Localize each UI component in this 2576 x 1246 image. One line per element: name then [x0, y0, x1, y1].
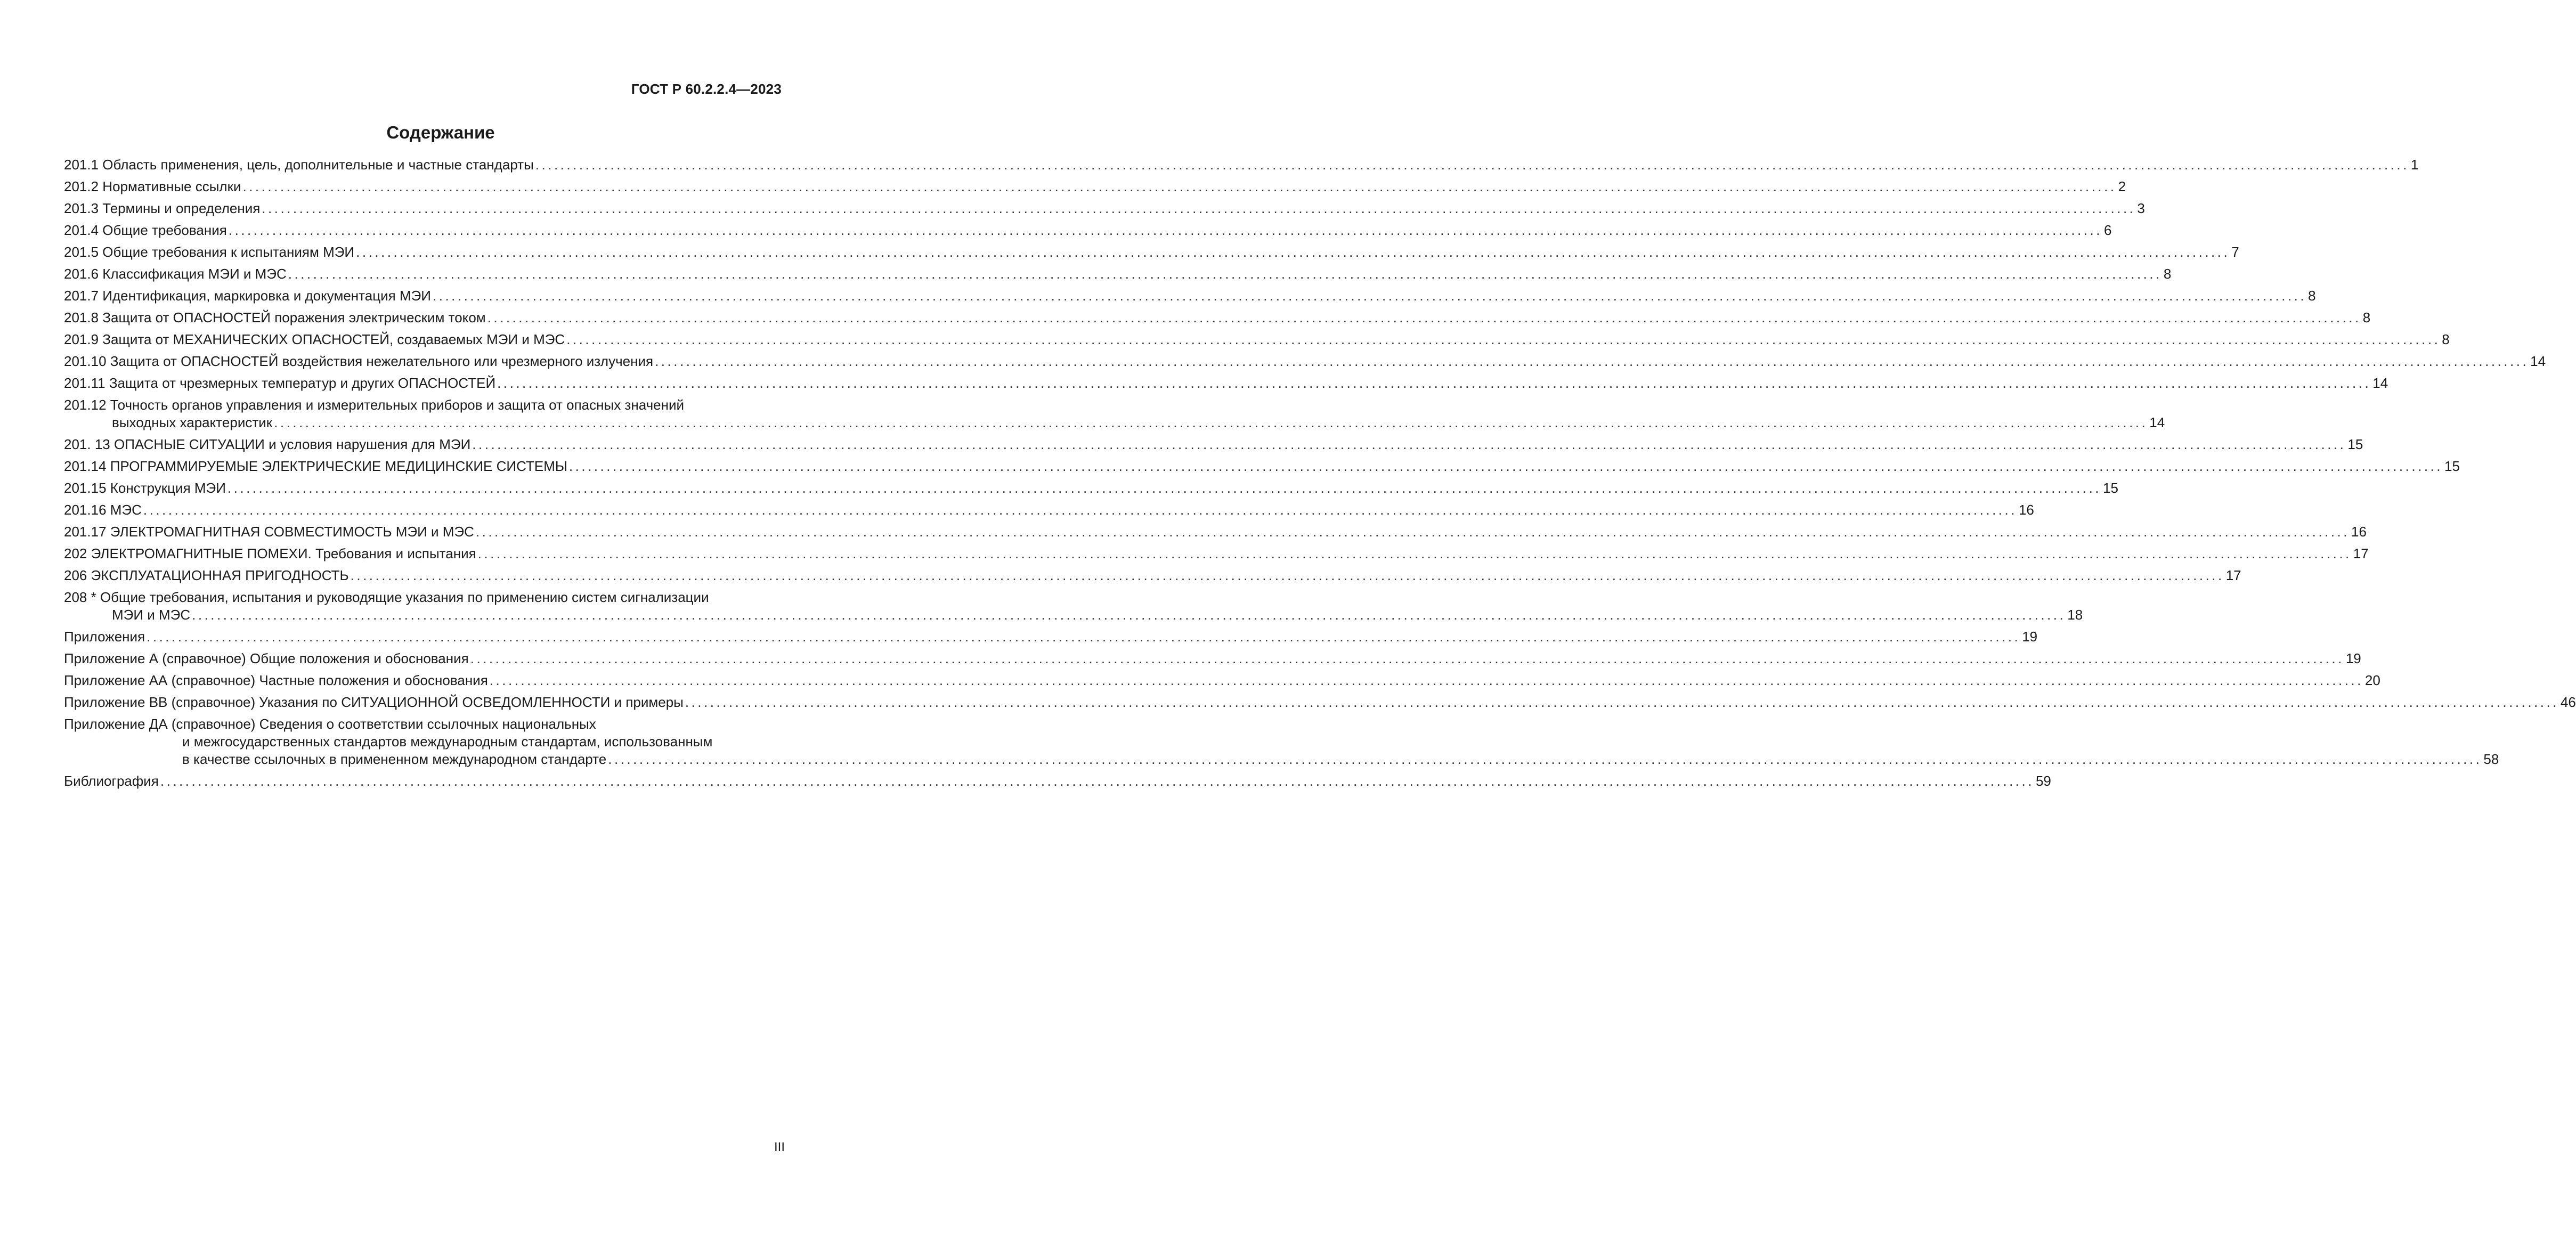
toc-page-number: 15 — [2444, 458, 2460, 474]
toc-page-number: 19 — [2022, 629, 2038, 645]
toc-dot-leader: ............................................................................................................................................................................................................................................................................................................ — [242, 178, 2117, 194]
toc-entry-title: 201.17 ЭЛЕКТРОМАГНИТНАЯ СОВМЕСТИМОСТЬ МЭИ и МЭС — [64, 524, 474, 540]
toc-dot-leader: ............................................................................................................................................................................................................................................................................................................ — [147, 629, 2021, 645]
toc-dot-leader: ............................................................................................................................................................................................................................................................................................................ — [497, 375, 2371, 391]
toc-page-number: 17 — [2353, 545, 2369, 561]
toc-entry[interactable] — [64, 672, 2380, 689]
toc-dot-leader: ............................................................................................................................................................................................................................................................................................................ — [350, 567, 2224, 583]
toc-entry[interactable] — [64, 156, 2419, 174]
toc-page-number: 19 — [2345, 650, 2361, 666]
toc-entry[interactable] — [64, 353, 2546, 370]
toc-entry[interactable] — [64, 287, 2316, 305]
toc-entry-title: 206 ЭКСПЛУАТАЦИОННАЯ ПРИГОДНОСТЬ — [64, 567, 349, 583]
toc-entry[interactable] — [64, 243, 2239, 261]
toc-entry-title: Приложение ВВ (справочное) Указания по СИТУАЦИОННОЙ ОСВЕДОМЛЕННОСТИ и примеры — [64, 694, 684, 710]
toc-entry[interactable] — [64, 200, 2145, 217]
toc-entry-title: 201.15 Конструкция МЭИ — [64, 480, 226, 496]
toc-entry[interactable] — [64, 374, 2388, 392]
toc-entry-line: 201.12 Точность органов управления и измерительных приборов и защита от опасных значений — [64, 397, 684, 413]
toc-entry-title: выходных характеристик — [112, 414, 273, 430]
toc-page-number: 46 — [2560, 694, 2576, 710]
toc-entry-title: Библиография — [64, 773, 159, 789]
toc-dot-leader: ............................................................................................................................................................................................................................................................................................................ — [288, 266, 2162, 282]
toc-page-number: 8 — [2362, 310, 2371, 325]
toc-entry[interactable] — [64, 396, 2165, 431]
toc-entry[interactable] — [64, 694, 2576, 711]
toc-entry-title: 201.7 Идентификация, маркировка и документация МЭИ — [64, 288, 431, 304]
toc-entry-line: Приложение ДА (справочное) Сведения о соответствии ссылочных национальных — [64, 716, 596, 732]
toc-entry[interactable] — [64, 772, 2051, 790]
toc-dot-leader: ............................................................................................................................................................................................................................................................................................................ — [262, 200, 2136, 216]
toc-dot-leader: ............................................................................................................................................................................................................................................................................................................ — [487, 310, 2361, 325]
toc-title: Содержание — [386, 123, 495, 142]
document-header-code: ГОСТ Р 60.2.2.4—2023 — [631, 81, 782, 97]
toc-entry[interactable] — [64, 222, 2112, 239]
toc-dot-leader: ............................................................................................................................................................................................................................................................................................................ — [477, 545, 2352, 561]
toc-entry[interactable] — [64, 331, 2450, 348]
toc-entry-title: Приложение АА (справочное) Частные положения и обоснования — [64, 672, 488, 688]
toc-page-number: 16 — [2018, 502, 2034, 518]
toc-dot-leader: ............................................................................................................................................................................................................................................................................................................ — [655, 353, 2529, 369]
toc-page-number: 14 — [2530, 353, 2546, 369]
toc-page-number: 8 — [2163, 266, 2172, 282]
toc-page-number: 15 — [2103, 480, 2118, 496]
toc-dot-leader: ............................................................................................................................................................................................................................................................................................................ — [566, 331, 2441, 347]
toc-entry-title: 201.3 Термины и определения — [64, 200, 261, 216]
toc-entry-title: 201.14 ПРОГРАММИРУЕМЫЕ ЭЛЕКТРИЧЕСКИЕ МЕДИЦИНСКИЕ СИСТЕМЫ — [64, 458, 567, 474]
toc-page-number: 58 — [2483, 751, 2499, 767]
toc-dot-leader: ............................................................................................................................................................................................................................................................................................................ — [470, 650, 2344, 666]
toc-entry[interactable] — [64, 650, 2361, 667]
toc-page-number: 15 — [2347, 436, 2363, 452]
table-of-contents — [64, 156, 2576, 794]
toc-page-number: 8 — [2308, 288, 2316, 304]
toc-dot-leader: ............................................................................................................................................................................................................................................................................................................ — [192, 607, 2066, 623]
toc-entry[interactable] — [64, 178, 2126, 196]
toc-dot-leader: ............................................................................................................................................................................................................................................................................................................ — [160, 773, 2034, 789]
toc-entry[interactable] — [64, 436, 2363, 453]
toc-entry-title: 201.1 Область применения, цель, дополнительные и частные стандарты — [64, 157, 534, 173]
toc-entry[interactable] — [64, 501, 2034, 519]
toc-entry-title: 201. 13 ОПАСНЫЕ СИТУАЦИИ и условия нарушения для МЭИ — [64, 436, 471, 452]
toc-dot-leader: ............................................................................................................................................................................................................................................................................................................ — [608, 751, 2482, 767]
toc-dot-leader: ............................................................................................................................................................................................................................................................................................................ — [356, 244, 2230, 260]
toc-dot-leader: ............................................................................................................................................................................................................................................................................................................ — [685, 694, 2559, 710]
toc-dot-leader: ............................................................................................................................................................................................................................................................................................................ — [568, 458, 2443, 474]
toc-dot-leader: ............................................................................................................................................................................................................................................................................................................ — [475, 524, 2350, 540]
page-folio: III — [774, 1140, 785, 1154]
toc-page-number: 20 — [2364, 672, 2380, 688]
toc-entry[interactable] — [64, 715, 2499, 768]
toc-page-number: 3 — [2137, 200, 2145, 216]
toc-entry-line: 208 * Общие требования, испытания и руководящие указания по применению систем сигнализации — [64, 589, 709, 605]
toc-dot-leader: ............................................................................................................................................................................................................................................................................................................ — [228, 222, 2102, 238]
toc-page-number: 8 — [2442, 331, 2450, 347]
toc-page-number: 2 — [2118, 178, 2126, 194]
toc-dot-leader: ............................................................................................................................................................................................................................................................................................................ — [489, 672, 2363, 688]
toc-page-number: 1 — [2410, 157, 2419, 173]
toc-entry[interactable] — [64, 567, 2241, 584]
toc-entry-title: 201.5 Общие требования к испытаниям МЭИ — [64, 244, 355, 260]
toc-dot-leader: ............................................................................................................................................................................................................................................................................................................ — [227, 480, 2102, 496]
toc-page-number: 17 — [2225, 567, 2241, 583]
toc-dot-leader: ............................................................................................................................................................................................................................................................................................................ — [535, 157, 2409, 173]
toc-entry[interactable] — [64, 479, 2118, 497]
toc-entry-title: 202 ЭЛЕКТРОМАГНИТНЫЕ ПОМЕХИ. Требования и испытания — [64, 545, 476, 561]
toc-entry-title: 201.8 Защита от ОПАСНОСТЕЙ поражения электрическим током — [64, 310, 486, 325]
toc-entry-title: Приложение А (справочное) Общие положения и обоснования — [64, 650, 469, 666]
toc-entry-line: и межгосударственных стандартов международным стандартам, использованным — [182, 734, 713, 750]
toc-page-number: 14 — [2149, 414, 2165, 430]
toc-entry[interactable] — [64, 458, 2460, 475]
toc-entry-title: 201.10 Защита от ОПАСНОСТЕЙ воздействия нежелательного или чрезмерного излучения — [64, 353, 654, 369]
toc-entry-title: 201.4 Общие требования — [64, 222, 227, 238]
toc-dot-leader: ............................................................................................................................................................................................................................................................................................................ — [433, 288, 2307, 304]
toc-entry-title: 201.2 Нормативные ссылки — [64, 178, 241, 194]
toc-entry-title: в качестве ссылочных в примененном международном стандарте — [182, 751, 607, 767]
toc-page-number: 7 — [2231, 244, 2239, 260]
toc-entry[interactable] — [64, 545, 2369, 563]
toc-entry[interactable] — [64, 628, 2038, 646]
toc-entry[interactable] — [64, 523, 2367, 541]
toc-dot-leader: ............................................................................................................................................................................................................................................................................................................ — [143, 502, 2017, 518]
toc-entry-title: 201.16 МЭС — [64, 502, 142, 518]
toc-dot-leader: ............................................................................................................................................................................................................................................................................................................ — [274, 414, 2148, 430]
toc-page-number: 59 — [2035, 773, 2051, 789]
toc-entry-title: 201.6 Классификация МЭИ и МЭС — [64, 266, 287, 282]
toc-page-number: 16 — [2351, 524, 2367, 540]
toc-entry-title: Приложения — [64, 629, 145, 645]
toc-page-number: 14 — [2372, 375, 2388, 391]
toc-page-number: 6 — [2103, 222, 2112, 238]
toc-entry[interactable] — [64, 309, 2371, 327]
toc-entry[interactable] — [64, 589, 2083, 624]
toc-dot-leader: ............................................................................................................................................................................................................................................................................................................ — [472, 436, 2346, 452]
toc-entry-title: МЭИ и МЭС — [112, 607, 191, 623]
toc-entry-title: 201.9 Защита от МЕХАНИЧЕСКИХ ОПАСНОСТЕЙ, создаваемых МЭИ и МЭС — [64, 331, 565, 347]
toc-entry-title: 201.11 Защита от чрезмерных температур и других ОПАСНОСТЕЙ — [64, 375, 496, 391]
toc-entry[interactable] — [64, 265, 2172, 283]
toc-page-number: 18 — [2067, 607, 2083, 623]
